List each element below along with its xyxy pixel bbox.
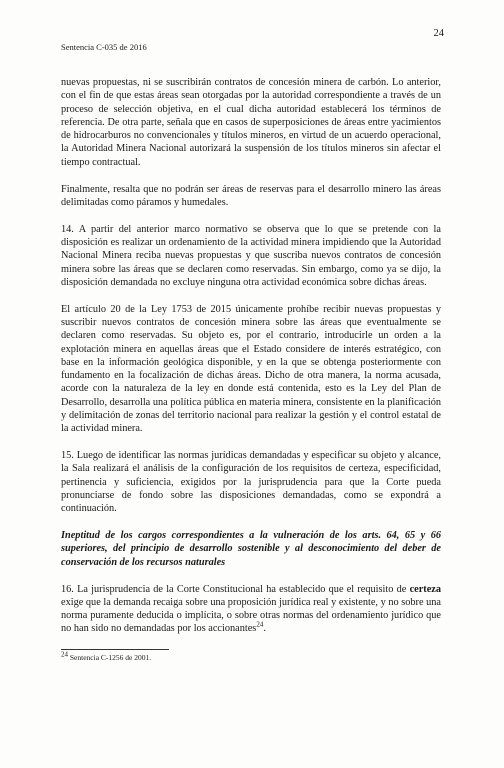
footnote-reference[interactable]: 24 xyxy=(256,620,264,629)
paragraph-articulo-20: El artículo 20 de la Ley 1753 de 2015 únicamente prohíbe recibir nuevas propuestas y suscribir nuevos contratos de concesión minera sobre las áreas que eventualmente se declaren como reservadas. Su objeto es, por el contrario, introducirle un orden a la explotación minera en aquellas áreas que el Estado considere de interés estratégico, con base en la información geológica disponible, y en la que se obtenga posteriormente con fundamento en la focalización de dichas áreas. Dicho de otra manera, la norma acusada, acorde con la naturaleza de la ley en donde está contenida, esto es la Ley del Plan de Desarrollo, desarrolla una política pública en materia minera, consistente en la planificación y delimitación de zonas del territorio nacional para realizar la gestión y el control estatal de la actividad minera. xyxy=(61,303,441,435)
paragraph-16-bold-term: certeza xyxy=(409,583,441,595)
footnote-number: 24 xyxy=(61,650,68,659)
page-number: 24 xyxy=(433,28,444,39)
paragraph-15: 15. Luego de identificar las normas jurídicas demandadas y especificar su objeto y alcance, la Sala realizará el análisis de la configuración de los requisitos de certeza, especificidad, pertinencia y suficiencia, exigidos por la jurisprudencia para que la Corte pueda pronunciarse de fondo sobre las disposiciones demandadas, como se expondrá a continuación. xyxy=(61,450,441,515)
paragraph-16-end: . xyxy=(263,623,266,635)
footnote-text: Sentencia C-1256 de 2001. xyxy=(68,653,152,663)
paragraph-finalmente: Finalmente, resalta que no podrán ser áreas de reservas para el desarrollo minero las áreas delimitadas como páramos y humedales. xyxy=(61,183,441,208)
footnote xyxy=(61,650,441,663)
paragraph-16-text-b: exige que la demanda recaiga sobre una proposición jurídica real y existente, y no sobre una norma puramente deducida o implícita, o sobre otras normas del ordenamiento jurídico que no han sido no demandadas por los accionantes xyxy=(61,596,441,635)
paragraph-16 xyxy=(61,583,441,636)
section-heading: Ineptitud de los cargos correspondientes a la vulneración de los arts. 64, 65 y 66 superiores, del principio de desarrollo sostenible y al desconocimiento del deber de conservación de los recursos naturales xyxy=(61,530,441,568)
running-head: Sentencia C-035 de 2016 xyxy=(61,42,147,52)
paragraph-16-text-a: 16. La jurisprudencia de la Corte Constitucional ha establecido que el requisito de xyxy=(61,583,410,595)
paragraph-continuation: nuevas propuestas, ni se suscribirán contratos de concesión minera de carbón. Lo anterior, con el fin de que estas áreas sean otorgadas por la autoridad correspondiente a través de un proceso de selección objetiva, en el cual dicha autoridad establecerá los términos de referencia. De otra parte, señala que en casos de superposiciones de áreas entre yacimientos de hidrocarburos no convencionales y títulos mineros, en virtud de un acuerdo operacional, la Autoridad Minera Nacional autorizará la suspensión de los títulos mineros sin afectar el tiempo contractual. xyxy=(61,77,441,168)
paragraph-14: 14. A partir del anterior marco normativo se observa que lo que se pretende con la disposición es realizar un ordenamiento de la actividad minera impidiendo que la Autoridad Nacional Minera reciba nuevas propuestas y que suscriba nuevos contratos de concesión minera sobre las áreas que se declaren como reservadas. Sin embargo, como ya se dijo, la disposición demandada no excluye ninguna otra actividad económica sobre dichas áreas. xyxy=(61,223,441,288)
footnote-separator xyxy=(61,649,169,650)
document-body xyxy=(61,76,441,663)
